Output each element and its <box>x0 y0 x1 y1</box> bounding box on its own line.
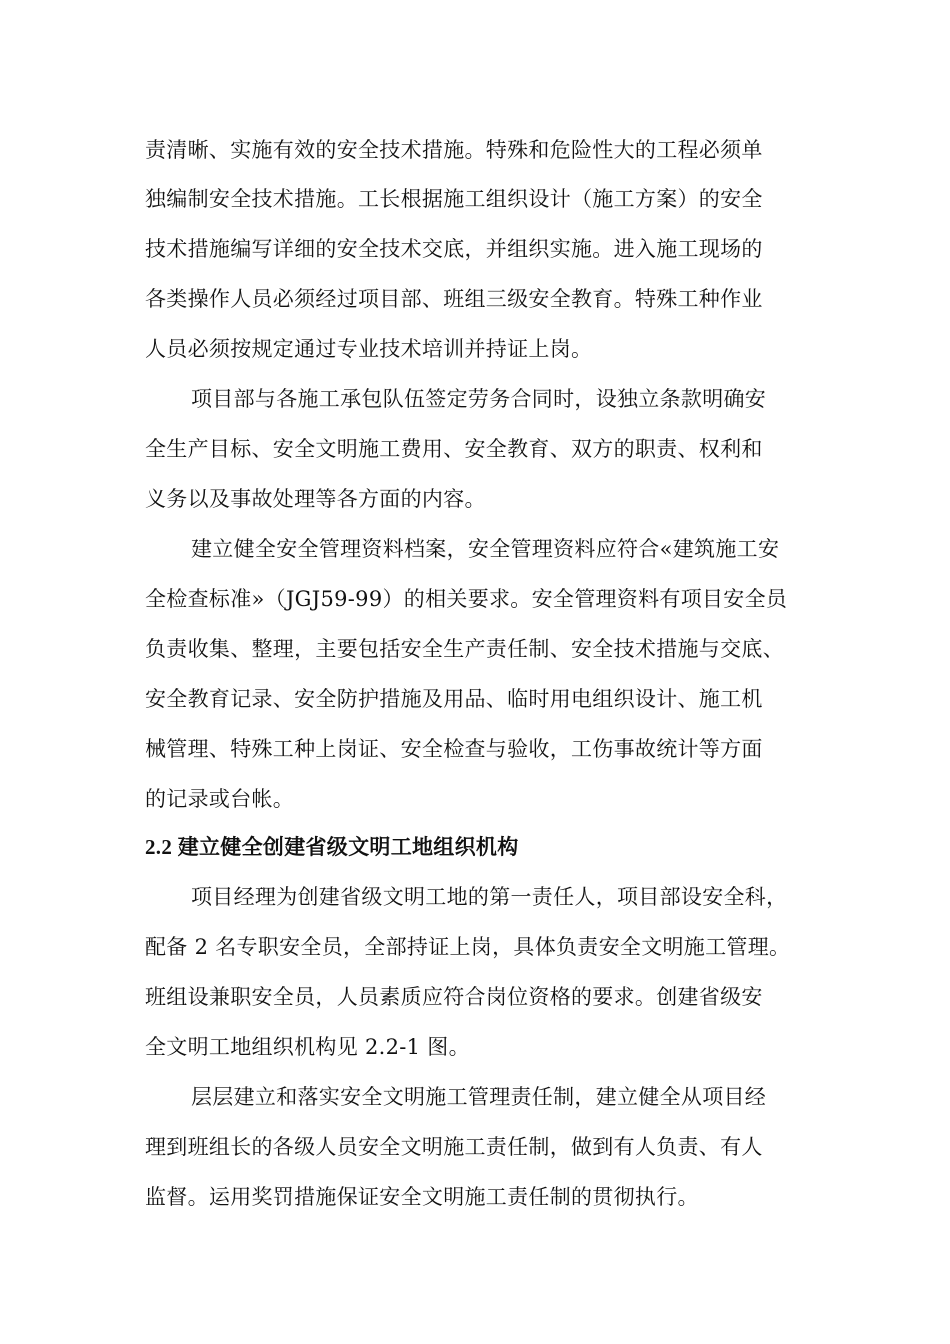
paragraph-line: 监督。运用奖罚措施保证安全文明施工责任制的贯彻执行。 <box>145 1185 699 1209</box>
paragraph-line: 项目经理为创建省级文明工地的第一责任人，项目部设安全科， <box>191 885 788 909</box>
paragraph-line: 建立健全安全管理资料档案，安全管理资料应符合«建筑施工安 <box>191 537 780 561</box>
paragraph-line: 责清晰、实施有效的安全技术措施。特殊和危险性大的工程必须单 <box>145 138 763 162</box>
section-heading: 2.2 建立健全创建省级文明工地组织机构 <box>145 835 519 859</box>
paragraph-line: 安全教育记录、安全防护措施及用品、临时用电组织设计、施工机 <box>145 687 763 711</box>
paragraph-line: 负责收集、整理，主要包括安全生产责任制、安全技术措施与交底、 <box>145 637 784 661</box>
paragraph-line: 全检查标准»（JGJ59-99）的相关要求。安全管理资料有项目安全员 <box>145 587 788 611</box>
paragraph-line: 配备 2 名专职安全员，全部持证上岗，具体负责安全文明施工管理。 <box>145 935 791 959</box>
paragraph-line: 全生产目标、安全文明施工费用、安全教育、双方的职责、权利和 <box>145 437 763 461</box>
paragraph-line: 技术措施编写详细的安全技术交底，并组织实施。进入施工现场的 <box>145 237 763 261</box>
paragraph-line: 各类操作人员必须经过项目部、班组三级安全教育。特殊工种作业 <box>145 287 763 311</box>
paragraph-line: 全文明工地组织机构见 2.2-1 图。 <box>145 1035 470 1059</box>
paragraph-line: 层层建立和落实安全文明施工管理责任制，建立健全从项目经 <box>191 1085 767 1109</box>
paragraph-line: 械管理、特殊工种上岗证、安全检查与验收，工伤事故统计等方面 <box>145 737 763 761</box>
paragraph-line: 人员必须按规定通过专业技术培训并持证上岗。 <box>145 337 593 361</box>
paragraph-line: 班组设兼职安全员，人员素质应符合岗位资格的要求。创建省级安 <box>145 985 763 1009</box>
paragraph-line: 理到班组长的各级人员安全文明施工责任制，做到有人负责、有人 <box>145 1135 763 1159</box>
paragraph-line: 义务以及事故处理等各方面的内容。 <box>145 487 486 511</box>
paragraph-line: 独编制安全技术措施。工长根据施工组织设计（施工方案）的安全 <box>145 187 763 211</box>
paragraph-line: 的记录或台帐。 <box>145 787 295 811</box>
paragraph-line: 项目部与各施工承包队伍签定劳务合同时，设独立条款明确安 <box>191 387 767 411</box>
